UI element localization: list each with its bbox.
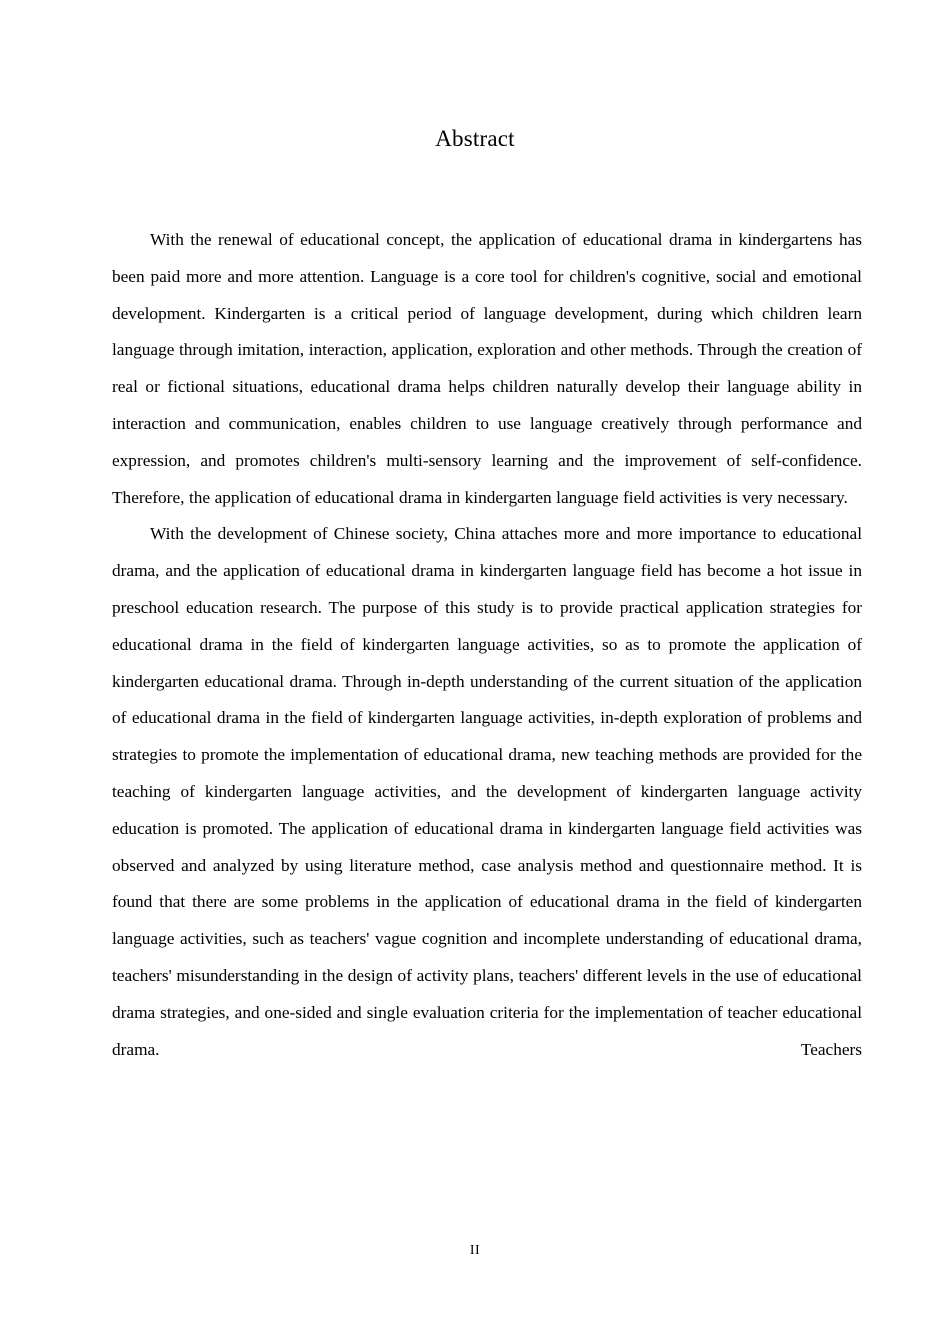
abstract-paragraph-1: With the renewal of educational concept, the application of educational drama in kindergartens has been paid more and more attention. Language is a core tool for children's cognitive, social and emotional development. Kindergarten is a critical period of language development, during which children learn language through imitation, interaction, application, exploration and other methods. Through the creation of real or fictional situations, educational drama helps children naturally develop their language ability in interaction and communication, enables children to use language creatively through performance and expression, and promotes children's multi-sensory learning and the improvement of self-confidence. Therefore, the application of educational drama in kindergarten language field activities is very necessary.: [112, 230, 862, 507]
page-title: Abstract: [435, 126, 515, 151]
page-number: II: [469, 1243, 481, 1258]
body-text-column: [112, 222, 862, 1105]
abstract-paragraph-2: With the development of Chinese society, China attaches more and more importance to educational drama, and the application of educational drama in kindergarten language field has become a hot issue in preschool education research. The purpose of this study is to provide practical application strategies for educational drama in the field of kindergarten language activities, so as to promote the application of kindergarten educational drama. Through in-depth understanding of the current situation of the application of educational drama in the field of kindergarten language activities, in-depth exploration of problems and strategies to promote the implementation of educational drama, new teaching methods are provided for the teaching of kindergarten language activities, and the development of kindergarten language activity education is promoted. The application of educational drama in kindergarten language field activities was observed and analyzed by using literature method, case analysis method and questionnaire method. It is found that there are some problems in the application of educational drama in the field of kindergarten language activities, such as teachers' vague cognition and incomplete understanding of educational drama, teachers' misunderstanding in the design of activity plans, teachers' different levels in the use of educational drama strategies, and one-sided and single evaluation criteria for the implementation of teacher educational drama. Teachers: [112, 524, 862, 1059]
